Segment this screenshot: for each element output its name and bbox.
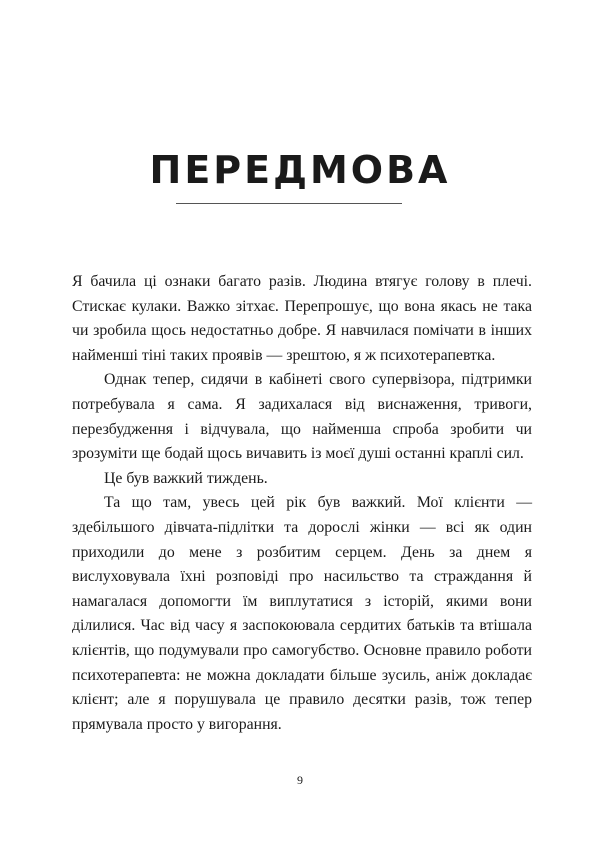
body-text: [72, 270, 532, 737]
title-underline: [176, 203, 402, 204]
page-number: 9: [297, 773, 303, 787]
chapter-title: ПЕРЕДМОВА: [149, 148, 451, 192]
paragraph: Однак тепер, сидячи в кабінеті свого супервізора, підтримки потребувала я сама. Я задихалася від виснаження, тривоги, перезбудження і відчувала, що найменша спроба зробити чи зрозуміти ще бодай щось вичавить із моєї душі останні краплі сил.: [72, 371, 532, 463]
paragraph: Я бачила ці ознаки багато разів. Людина втягує голову в плечі. Стискає кулаки. Важко зітхає. Перепрошує, що вона якась не така чи зробила щось недостатньо добре. Я навчилася помічати в інших найменші тіні таких проявів — зрештою, я ж психотерапевтка.: [72, 273, 532, 364]
paragraph: Це був важкий тиждень.: [104, 469, 268, 487]
paragraph: Та що там, увесь цей рік був важкий. Мої клієнти — здебільшого дівчата-підлітки та дорослі жінки — всі як один приходили до мене з розбитим серцем. День за днем я вислуховувала їхні розповіді про насильство та страждання й намагалася допомогти їм виплутатися з історій, якими вони ділилися. Час від часу я заспокоювала сердитих батьків та втішала клієнтів, що подумували про самогубство. Основне правило роботи психотерапевта: не можна докладати більше зусиль, аніж докладає клієнт; але я порушувала це правило десятки разів, тож тепер прямувала просто у вигорання.: [72, 494, 532, 733]
